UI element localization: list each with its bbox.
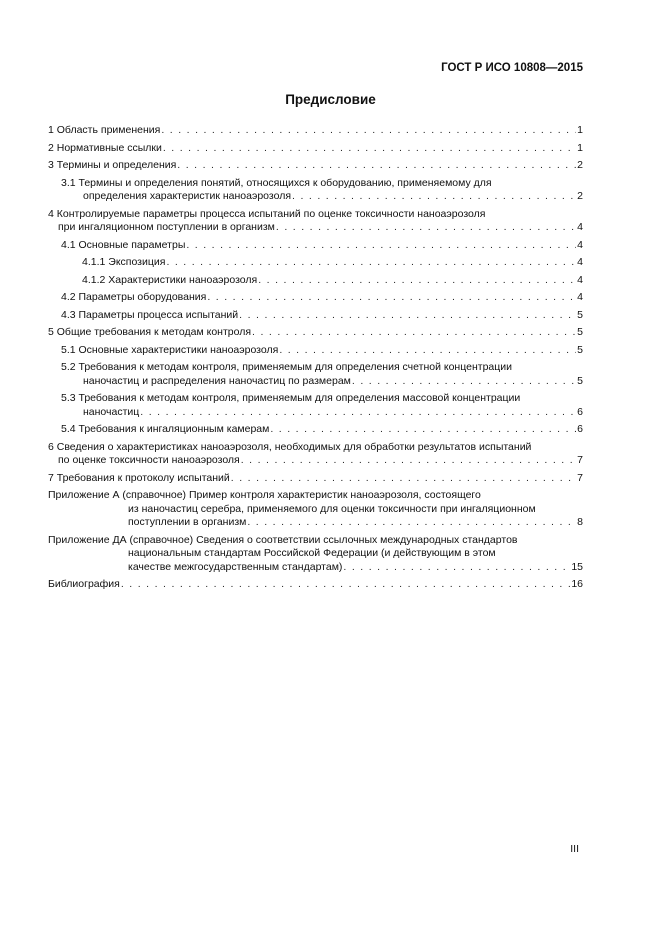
toc-entry-text: 5.1 Основные характеристики наноаэрозоля xyxy=(61,343,279,356)
toc-page-number: 5 xyxy=(577,308,583,321)
leader-dots xyxy=(343,561,570,575)
toc-entry-text: 5 Общие требования к методам контроля xyxy=(48,326,252,338)
toc-entry-text-continued: наночастиц xyxy=(83,405,140,418)
page-title: Предисловие xyxy=(285,92,376,107)
toc-entry-text-continued: определения характеристик наноаэрозоля xyxy=(83,190,292,202)
toc-page-number: 8 xyxy=(577,516,583,528)
toc-entry-4-1-1[interactable] xyxy=(48,256,583,270)
toc-entry-2[interactable] xyxy=(48,142,583,156)
toc-entry-5-1[interactable] xyxy=(48,344,583,358)
toc-page-number: 7 xyxy=(577,471,583,484)
toc-entry-text-continued: поступлении в организм xyxy=(128,516,247,528)
toc-entry-text-continued: наночастиц и распределения наночастиц по размерам xyxy=(83,374,351,387)
toc-page-number: 7 xyxy=(577,454,583,466)
toc-entry-4-3[interactable] xyxy=(48,309,583,323)
toc-entry-text-continued: качестве межгосударственным стандартам) xyxy=(128,560,343,573)
toc-entry-text: 4.1.1 Экспозиция xyxy=(82,256,166,268)
toc-entry-text: 3 Термины и определения xyxy=(48,159,177,171)
leader-dots xyxy=(231,472,576,486)
table-of-contents xyxy=(48,124,583,596)
toc-page-number: 4 xyxy=(577,256,583,268)
toc-entry-bibliography[interactable] xyxy=(48,578,583,592)
toc-page-number: 16 xyxy=(571,578,583,590)
toc-entry-appendix-a[interactable] xyxy=(48,489,583,530)
toc-page-number: 4 xyxy=(577,221,583,233)
toc-entry-5-3[interactable] xyxy=(48,392,583,419)
toc-entry-4-2[interactable] xyxy=(48,291,583,305)
toc-entry-7[interactable] xyxy=(48,472,583,486)
toc-entry-3-1[interactable] xyxy=(48,177,583,204)
toc-page-number: 1 xyxy=(577,141,583,154)
toc-entry-text: 4.1.2 Характеристики наноаэрозоля xyxy=(82,273,258,286)
toc-page-number: 5 xyxy=(577,343,583,356)
toc-entry-text: 7 Требования к протоколу испытаний xyxy=(48,471,230,484)
leader-dots xyxy=(258,274,576,288)
toc-page-number: 4 xyxy=(577,273,583,286)
leader-dots xyxy=(270,423,576,437)
toc-entry-appendix-da[interactable] xyxy=(48,534,583,575)
toc-page-number: 4 xyxy=(577,238,583,251)
toc-page-number: 4 xyxy=(577,291,583,303)
toc-entry-5-4[interactable] xyxy=(48,423,583,437)
toc-page-number: 6 xyxy=(577,405,583,418)
leader-dots xyxy=(121,578,570,592)
toc-entry-4[interactable] xyxy=(48,208,583,235)
leader-dots xyxy=(247,516,576,530)
toc-entry-text: 5.3 Требования к методам контроля, применяемым для определения массовой концентрации xyxy=(61,392,521,404)
toc-entry-text: Библиография xyxy=(48,578,120,590)
toc-entry-text: 5.2 Требования к методам контроля, применяемым для определения счетной концентрации xyxy=(61,361,512,373)
leader-dots xyxy=(292,190,576,204)
leader-dots xyxy=(241,454,576,468)
leader-dots xyxy=(276,221,576,235)
leader-dots xyxy=(166,256,576,270)
toc-entry-text: 4.1 Основные параметры xyxy=(61,238,186,251)
leader-dots xyxy=(186,239,576,253)
toc-entry-5[interactable] xyxy=(48,326,583,340)
toc-entry-4-1-2[interactable] xyxy=(48,274,583,288)
toc-entry-text: 1 Область применения xyxy=(48,124,161,136)
toc-entry-text-continued: при ингаляционном поступлении в организм xyxy=(58,221,275,233)
toc-entry-text: 4.3 Параметры процесса испытаний xyxy=(61,308,239,321)
leader-dots xyxy=(161,124,576,138)
toc-entry-text-continued: национальным стандартам Российской Федерации (и действующим в этом xyxy=(128,547,496,559)
toc-entry-text: 3.1 Термины и определения понятий, относящихся к оборудованию, применяемому для xyxy=(61,176,492,189)
toc-page-number: 2 xyxy=(577,159,583,171)
toc-entry-text: Приложение ДА (справочное) Сведения о соответствии ссылочных международных стандартов xyxy=(48,533,518,546)
toc-entry-5-2[interactable] xyxy=(48,361,583,388)
toc-entry-4-1[interactable] xyxy=(48,239,583,253)
page-number: III xyxy=(570,843,579,855)
toc-entry-6[interactable] xyxy=(48,441,583,468)
toc-entry-text-continued: по оценке токсичности наноаэрозоля xyxy=(58,454,240,466)
leader-dots xyxy=(252,326,576,340)
toc-entry-3[interactable] xyxy=(48,159,583,173)
leader-dots xyxy=(177,159,576,173)
toc-entry-1[interactable] xyxy=(48,124,583,138)
toc-entry-text-continued: из наночастиц серебра, применяемого для оценки токсичности при ингаляционном xyxy=(128,502,536,515)
leader-dots xyxy=(207,291,576,305)
leader-dots xyxy=(352,375,576,389)
toc-entry-text: 6 Сведения о характеристиках наноаэрозоля, необходимых для обработки результатов испытаний xyxy=(48,440,532,453)
toc-entry-text: 4 Контролируемые параметры процесса испытаний по оценке токсичности наноаэрозоля xyxy=(48,207,486,220)
toc-page-number: 6 xyxy=(577,423,583,435)
toc-entry-text: 5.4 Требования к ингаляционным камерам xyxy=(61,423,270,435)
document-code: ГОСТ Р ИСО 10808—2015 xyxy=(441,62,583,74)
toc-page-number: 15 xyxy=(571,560,583,573)
toc-entry-text: Приложение А (справочное) Пример контроля характеристик наноаэрозоля, состоящего xyxy=(48,489,481,501)
leader-dots xyxy=(279,344,576,358)
leader-dots xyxy=(140,406,576,420)
leader-dots xyxy=(239,309,576,323)
toc-entry-text: 2 Нормативные ссылки xyxy=(48,141,162,154)
toc-page-number: 5 xyxy=(577,326,583,338)
toc-entry-text: 4.2 Параметры оборудования xyxy=(61,291,207,303)
toc-page-number: 1 xyxy=(577,124,583,136)
leader-dots xyxy=(163,142,576,156)
toc-page-number: 5 xyxy=(577,374,583,387)
toc-page-number: 2 xyxy=(577,190,583,202)
